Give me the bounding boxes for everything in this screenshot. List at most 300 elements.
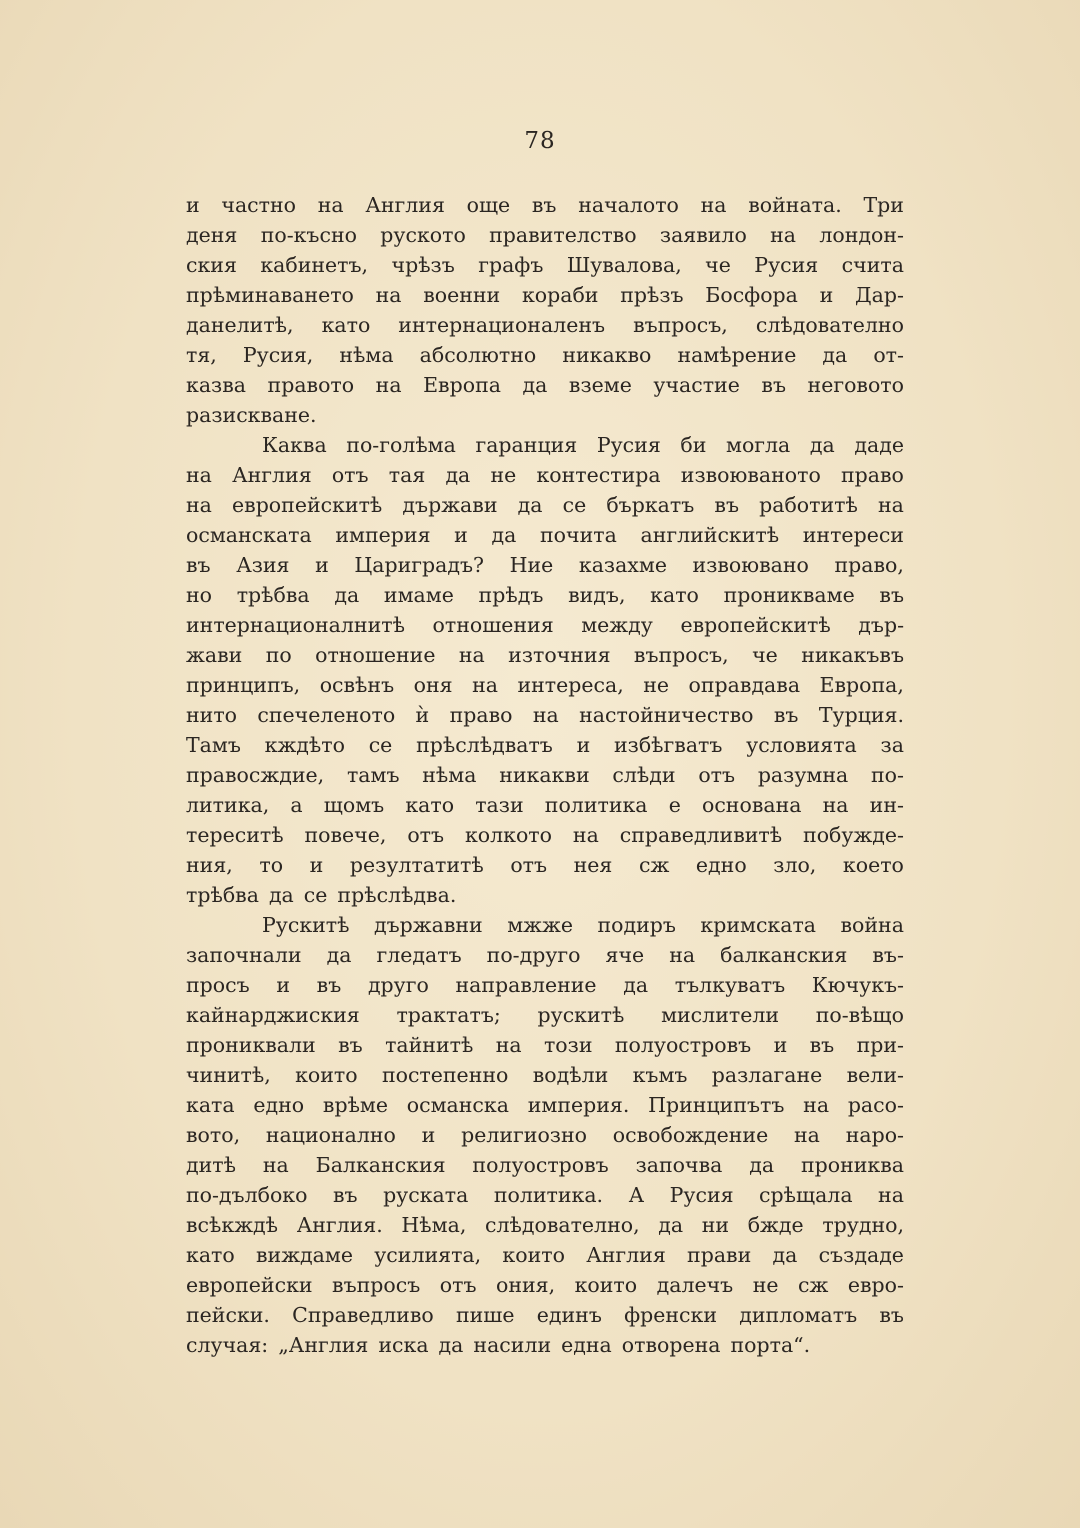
text-line <box>186 850 904 880</box>
word: вото, <box>186 1123 241 1147</box>
word: руската <box>383 1183 469 1207</box>
text-line <box>186 280 904 310</box>
word: и <box>454 523 468 547</box>
word: държавни <box>373 913 483 937</box>
word: ония, <box>496 1273 556 1297</box>
word: нито <box>186 703 238 727</box>
word: усилията, <box>374 1243 482 1267</box>
word: тамъ <box>346 763 400 787</box>
word: въ <box>531 193 557 217</box>
word: разискване. <box>186 403 317 427</box>
word: полуостровъ <box>614 1033 752 1057</box>
word: Три <box>863 193 904 217</box>
word: никакви <box>499 763 590 787</box>
word: по <box>265 643 292 667</box>
word: виждаме <box>255 1243 353 1267</box>
word: ин- <box>869 793 904 817</box>
word: и <box>186 193 200 217</box>
text-line <box>186 730 904 760</box>
word: от- <box>873 343 904 367</box>
word: пейски. <box>186 1303 270 1327</box>
word: едно <box>695 853 747 877</box>
word: право <box>449 703 513 727</box>
word: никакво <box>562 343 652 367</box>
word: прониква <box>800 1153 904 1177</box>
word: вземе <box>568 373 632 397</box>
word: освѣнъ <box>319 673 395 697</box>
paragraph <box>186 910 904 1360</box>
word: право <box>841 463 904 487</box>
word: да <box>334 583 360 607</box>
word: даде <box>854 433 904 457</box>
word: империя <box>335 523 431 547</box>
word: счита <box>841 253 904 277</box>
word: на <box>262 1153 289 1177</box>
word: неговото <box>807 373 904 397</box>
word: Принципътъ <box>648 1093 785 1117</box>
text-line <box>186 700 904 730</box>
word: да <box>438 1333 464 1357</box>
word: на <box>878 1183 904 1207</box>
word: политика <box>544 793 648 817</box>
word: нѣма <box>422 763 477 787</box>
word: на <box>700 193 727 217</box>
word: по-вѣщо <box>815 1003 904 1027</box>
word: прави <box>687 1243 752 1267</box>
word: отъ <box>439 1273 477 1297</box>
word: започнали <box>186 943 302 967</box>
word: на <box>532 703 559 727</box>
word: Балканския <box>315 1153 446 1177</box>
word: разумна <box>757 763 849 787</box>
word: врѣме <box>322 1093 389 1117</box>
text-line <box>186 1270 904 1300</box>
word: на <box>458 643 485 667</box>
word: едно <box>253 1093 305 1117</box>
word: английскитѣ <box>640 523 780 547</box>
word: Ние <box>509 553 554 577</box>
word: Кючукъ- <box>811 973 904 997</box>
word: тайнитѣ <box>385 1033 474 1057</box>
word: на <box>317 193 344 217</box>
word: се <box>368 733 393 757</box>
word: на <box>878 493 904 517</box>
word: принципъ, <box>186 673 301 697</box>
word: не <box>752 1273 779 1297</box>
word: на <box>572 823 599 847</box>
text-line <box>186 640 904 670</box>
word: на <box>822 793 849 817</box>
word: отъ <box>407 823 445 847</box>
text-line <box>186 1030 904 1060</box>
word: единъ <box>536 1303 602 1327</box>
word: руското <box>380 223 466 247</box>
word: Англия. <box>296 1213 383 1237</box>
text-line <box>186 220 904 250</box>
word: на <box>472 673 498 697</box>
word: по-друго <box>486 943 581 967</box>
word: побужде- <box>803 823 904 847</box>
word: справедливитѣ <box>619 823 783 847</box>
word: частно <box>221 193 296 217</box>
paragraph <box>186 430 904 910</box>
word: отъ <box>331 463 369 487</box>
text-line <box>186 610 904 640</box>
text-line <box>186 940 904 970</box>
word: европейски <box>186 1273 313 1297</box>
word: проникваме <box>723 583 855 607</box>
word: война <box>840 913 904 937</box>
word: дър- <box>858 613 904 637</box>
word: османската <box>186 523 312 547</box>
word: началото <box>578 193 679 217</box>
word: между <box>581 613 653 637</box>
word: османска <box>406 1093 509 1117</box>
word: въ <box>879 583 904 607</box>
word: балканския <box>720 943 848 967</box>
text-line <box>186 820 904 850</box>
word: Русия <box>754 253 819 277</box>
word: Европа <box>423 373 501 397</box>
text-line <box>186 1090 904 1120</box>
text-line <box>186 1060 904 1090</box>
word: прѣзъ <box>620 283 684 307</box>
word: отношение <box>315 643 436 667</box>
word: гаранция <box>475 433 578 457</box>
word: по-късно <box>260 223 357 247</box>
word: разлагане <box>711 1063 823 1087</box>
word: просъ <box>186 973 250 997</box>
word: да <box>772 1243 798 1267</box>
text-line <box>186 490 904 520</box>
word: колкото <box>464 823 552 847</box>
word: основана <box>701 793 802 817</box>
word: по- <box>871 763 904 787</box>
word: въ <box>316 973 342 997</box>
text-line <box>186 1330 904 1360</box>
word: случая: <box>186 1333 269 1357</box>
word: далечъ <box>656 1273 734 1297</box>
text-line <box>186 550 904 580</box>
word: почита <box>540 523 617 547</box>
word: А <box>628 1183 645 1207</box>
word: слѣди <box>612 763 676 787</box>
word: данелитѣ, <box>186 313 294 337</box>
word: отношения <box>432 613 554 637</box>
word: работитѣ <box>759 493 858 517</box>
word: рускитѣ <box>537 1003 625 1027</box>
text-line <box>186 400 904 430</box>
word: на <box>495 1033 522 1057</box>
word: отворена <box>621 1333 721 1357</box>
word: Русия <box>596 433 661 457</box>
word: Каква <box>262 433 327 457</box>
word: да <box>749 1153 775 1177</box>
word: графъ <box>478 253 544 277</box>
word: не <box>490 463 517 487</box>
word: Рускитѣ <box>262 913 350 937</box>
word: казва <box>186 373 246 397</box>
text-line <box>186 760 904 790</box>
word: настойничество <box>579 703 754 727</box>
text-line <box>186 1120 904 1150</box>
text-line <box>186 250 904 280</box>
word: Англия <box>232 463 312 487</box>
word: литика, <box>186 793 270 817</box>
word: за <box>880 733 904 757</box>
body-text <box>186 190 904 1360</box>
word: въ <box>332 1183 358 1207</box>
word: започва <box>635 1153 723 1177</box>
word: въ <box>186 553 211 577</box>
word: като <box>321 313 371 337</box>
word: гледатъ <box>376 943 462 967</box>
word: дитѣ <box>186 1153 236 1177</box>
word: да <box>517 493 543 517</box>
word: отъ <box>698 763 736 787</box>
word: Дар- <box>855 283 904 307</box>
word: и <box>576 733 591 757</box>
word: подиръ <box>597 913 676 937</box>
word: чрѣзъ <box>391 253 455 277</box>
word: въ <box>773 703 799 727</box>
word: иска <box>378 1333 429 1357</box>
word: че <box>705 253 731 277</box>
word: да <box>445 463 471 487</box>
word: източния <box>508 643 611 667</box>
word: трѣбва <box>186 883 259 907</box>
word: заявило <box>659 223 747 247</box>
word: които <box>502 1243 565 1267</box>
word: империя. <box>527 1093 630 1117</box>
word: държави <box>402 493 498 517</box>
text-line <box>186 310 904 340</box>
word: нея <box>573 853 613 877</box>
word: които <box>295 1063 358 1087</box>
word: но <box>186 583 213 607</box>
word: кайнарджиския <box>186 1003 360 1027</box>
word: въпросъ, <box>633 643 729 667</box>
text-line <box>186 970 904 1000</box>
word: интернационалнитѣ <box>186 613 405 637</box>
word: жави <box>186 643 243 667</box>
word: по-голѣма <box>346 433 456 457</box>
word: и <box>819 283 834 307</box>
text-line <box>186 790 904 820</box>
word: Англия <box>365 193 445 217</box>
word: мислители <box>661 1003 780 1027</box>
text-line <box>186 370 904 400</box>
word: извоювано <box>692 553 809 577</box>
word: е <box>668 793 681 817</box>
word: като <box>405 793 455 817</box>
word: и <box>276 973 290 997</box>
word: да <box>809 433 835 457</box>
word: трактатъ; <box>396 1003 501 1027</box>
word: на <box>669 943 696 967</box>
page-number: 78 <box>524 128 556 154</box>
text-line <box>186 460 904 490</box>
word: кораби <box>521 283 599 307</box>
word: да <box>522 373 548 397</box>
word: въпросъ, <box>633 313 728 337</box>
word: по-дълбоко <box>186 1183 308 1207</box>
word: се <box>303 883 328 907</box>
word: слѣдователно <box>755 313 904 337</box>
word: на <box>375 373 402 397</box>
word: прѣслѣдва. <box>337 883 457 907</box>
word: избѣгватъ <box>614 733 723 757</box>
word: сж <box>638 853 670 877</box>
word: зло, <box>773 853 817 877</box>
word: прониквали <box>186 1033 316 1057</box>
word: слѣдователно, <box>484 1213 640 1237</box>
word: една <box>561 1333 612 1357</box>
word: повече, <box>304 823 387 847</box>
word: ката <box>186 1093 235 1117</box>
word: въ <box>879 1303 904 1327</box>
word: европейскитѣ <box>680 613 831 637</box>
text-line <box>186 1000 904 1030</box>
text-line <box>186 520 904 550</box>
word: ския <box>186 253 237 277</box>
word: друго <box>367 973 429 997</box>
word: кабинетъ, <box>260 253 369 277</box>
word: казахме <box>578 553 667 577</box>
text-line <box>186 880 904 910</box>
word: правосждие, <box>186 763 325 787</box>
text-line <box>186 1300 904 1330</box>
word: този <box>543 1033 593 1057</box>
word: бъркатъ <box>606 493 695 517</box>
word: интереса, <box>517 673 624 697</box>
word: Тамъ <box>186 733 241 757</box>
word: дипломатъ <box>739 1303 858 1327</box>
word: интернационаленъ <box>398 313 606 337</box>
word: да <box>623 973 649 997</box>
word: да <box>822 343 848 367</box>
word: Справедливо <box>292 1303 434 1327</box>
word: постепенно <box>381 1063 509 1087</box>
word: правителство <box>489 223 637 247</box>
word: насили <box>473 1333 552 1357</box>
word: би <box>680 433 707 457</box>
word: на <box>186 463 212 487</box>
word: още <box>466 193 511 217</box>
word: никакъвъ <box>801 643 904 667</box>
word: войната. <box>748 193 842 217</box>
word: освобождение <box>612 1123 769 1147</box>
word: Англия <box>586 1243 666 1267</box>
word: тая <box>388 463 426 487</box>
word: евро- <box>847 1273 904 1297</box>
text-line <box>186 430 904 460</box>
word: контестира <box>536 463 661 487</box>
word: а <box>290 793 303 817</box>
word: въпросъ <box>332 1273 421 1297</box>
word: прѣминаването <box>186 283 354 307</box>
word: право, <box>834 553 904 577</box>
word: като <box>650 583 699 607</box>
word: щомъ <box>323 793 385 817</box>
text-line <box>186 910 904 940</box>
word: Азия <box>236 553 290 577</box>
word: тълкуватъ <box>674 973 786 997</box>
word: Цариградъ? <box>354 553 484 577</box>
text-line <box>186 1240 904 1270</box>
word: наро- <box>845 1123 904 1147</box>
text-line <box>186 190 904 220</box>
word: трудно, <box>822 1213 904 1237</box>
word: бжде <box>747 1213 804 1237</box>
text-line <box>186 1210 904 1240</box>
word: Европа, <box>819 673 904 697</box>
word: трѣбва <box>236 583 310 607</box>
word: водѣли <box>532 1063 609 1087</box>
word: да <box>491 523 517 547</box>
word: могла <box>726 433 791 457</box>
word: че <box>752 643 778 667</box>
word: Турция. <box>818 703 904 727</box>
word: пише <box>455 1303 515 1327</box>
word: да <box>268 883 294 907</box>
word: които <box>574 1273 638 1297</box>
word: което <box>842 853 904 877</box>
text-line <box>186 580 904 610</box>
word: спечеленото <box>257 703 396 727</box>
word: извоюваното <box>680 463 821 487</box>
word: интереси <box>802 523 904 547</box>
word: сж <box>797 1273 829 1297</box>
word: да <box>658 1213 684 1237</box>
word: резултатитѣ <box>349 853 484 877</box>
word: въ <box>714 493 739 517</box>
word: и <box>421 1123 436 1147</box>
word: да <box>326 943 352 967</box>
word: политика. <box>493 1183 604 1207</box>
text-line <box>186 1150 904 1180</box>
word: кждѣто <box>264 733 345 757</box>
word: къмъ <box>632 1063 688 1087</box>
word: Шувалова, <box>566 253 682 277</box>
word: имаме <box>383 583 454 607</box>
text-line <box>186 340 904 370</box>
word: се <box>562 493 587 517</box>
word: на <box>186 493 212 517</box>
word: въ <box>761 373 786 397</box>
word: въ <box>809 1033 835 1057</box>
word: участие <box>653 373 740 397</box>
word: яче <box>605 943 645 967</box>
word: прѣдъ <box>478 583 544 607</box>
word: на <box>770 223 797 247</box>
word: срѣщала <box>759 1183 853 1207</box>
word: френски <box>624 1303 718 1327</box>
word: като <box>186 1243 235 1267</box>
word: „Англия <box>278 1333 369 1357</box>
word: европейскитѣ <box>232 493 383 517</box>
word: ния, <box>186 853 233 877</box>
word: Босфора <box>705 283 798 307</box>
word: мжже <box>507 913 573 937</box>
word: вели- <box>846 1063 904 1087</box>
word: ни <box>701 1213 730 1237</box>
word: при- <box>856 1033 904 1057</box>
word: нѣма <box>339 343 394 367</box>
text-line <box>186 1180 904 1210</box>
word: въ- <box>872 943 904 967</box>
word: расо- <box>847 1093 904 1117</box>
